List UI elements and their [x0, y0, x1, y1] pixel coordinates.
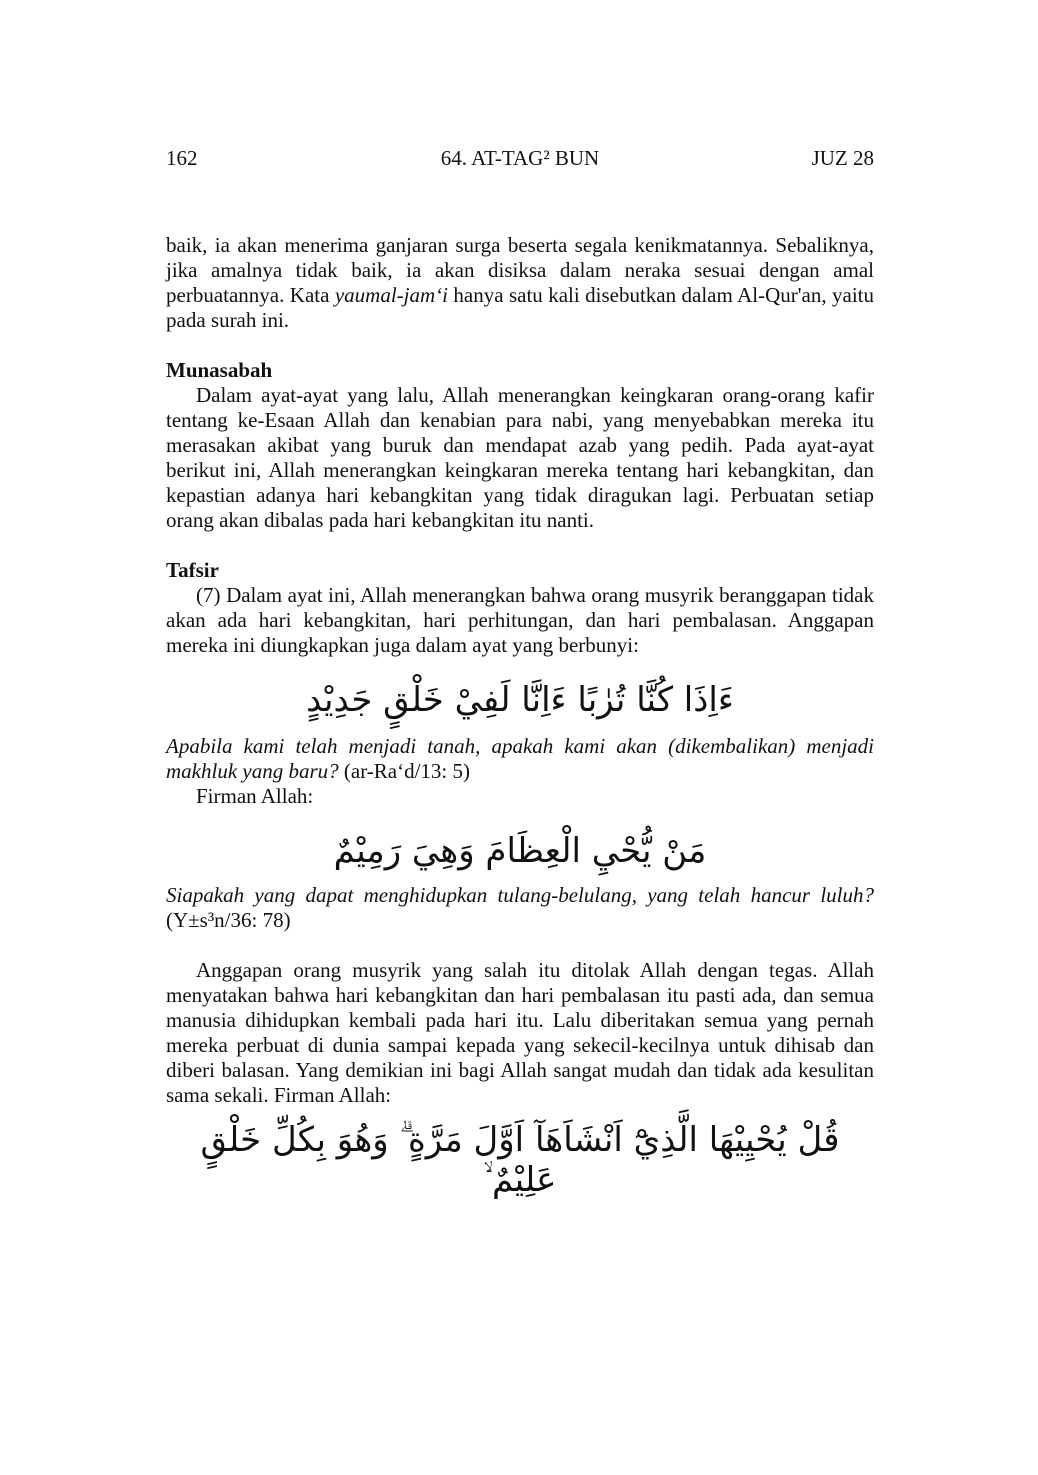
page-number: 162 [166, 146, 198, 170]
arabic-verse-2: مَنْ يُّحْيِ الْعِظَامَ وَهِيَ رَمِيْمٌ [333, 831, 707, 871]
running-header [166, 146, 874, 174]
verse-1-reference: (ar-Ra‘d/13: 5) [338, 759, 471, 783]
arabic-verse-3: قُلْ يُحْيِيْهَا الَّذِيْٓ اَنْشَاَهَآ اَوَّلَ مَرَّةٍ ۗ وَهُوَ بِكُلِّ خَلْقٍ عَلِيْمٌ ۙ [200, 1120, 840, 1200]
italic-term: yaumal-jam‘i [334, 283, 448, 307]
munasabah-heading: Munasabah [166, 358, 273, 382]
verse-2-reference: (Y±s³n/36: 78) [166, 908, 291, 932]
munasabah-paragraph: Dalam ayat-ayat yang lalu, Allah menerangkan keingkaran orang-orang kafir tentang ke-Esaan Allah dan kenabian para nabi, yang menyebabkan mereka itu merasakan akibat yang buruk dan mendapat azab yang pedih. Pada ayat-ayat berikut ini, Allah menerangkan keingkaran mereka tentang hari kebangkitan, dan kepastian adanya hari kebangkitan yang tidak diragukan lagi. Perbuatan setiap orang akan dibalas pada hari kebangkitan itu nanti. [166, 383, 874, 532]
page-body [166, 233, 874, 1200]
chapter-title: 64. AT-TAG² BUN [440, 146, 600, 170]
juz-label: JUZ 28 [811, 146, 874, 170]
tafsir-paragraph: (7) Dalam ayat ini, Allah menerangkan bahwa orang musyrik beranggapan tidak akan ada hari kebangkitan, hari perhitungan, dan hari pembalasan. Anggapan mereka ini diungkapkan juga dalam ayat yang berbunyi: [166, 583, 874, 657]
closing-paragraph: Anggapan orang musyrik yang salah itu ditolak Allah dengan tegas. Allah menyatakan bahwa hari kebangkitan dan hari pembalasan itu pasti ada, dan semua manusia dihidupkan kembali pada hari itu. Lalu diberitakan semua yang pernah mereka perbuat di dunia sampai kepada yang sekecil-kecilnya untuk dihisab dan diberi balasan. Yang demikian ini bagi Allah sangat mudah dan tidak ada kesulitan sama sekali. Firman Allah: [166, 958, 874, 1107]
arabic-verse-1: ءَاِذَا كُنَّا تُرٰبًا ءَاِنَّا لَفِيْ خَلْقٍ جَدِيْدٍ [306, 680, 734, 720]
intro-paragraph: baik, ia akan menerima ganjaran surga beserta segala kenikmatannya. Sebaliknya, jika amalnya tidak baik, ia akan disiksa dalam neraka sesuai dengan amal perbuatannya. Kata yaumal-jam‘i hanya satu kali disebutkan dalam Al-Qur'an, yaitu pada surah ini. [166, 233, 874, 332]
firman-label: Firman Allah: [196, 784, 314, 808]
verse-2-translation: Siapakah yang dapat menghidupkan tulang-belulang, yang telah hancur luluh? (Y±s³n/36: 78) [166, 883, 874, 932]
verse-1-translation: Apabila kami telah menjadi tanah, apakah kami akan (dikembalikan) menjadi makhluk yang baru? (ar-Ra‘d/13: 5) [166, 734, 874, 783]
tafsir-heading: Tafsir [166, 558, 219, 582]
